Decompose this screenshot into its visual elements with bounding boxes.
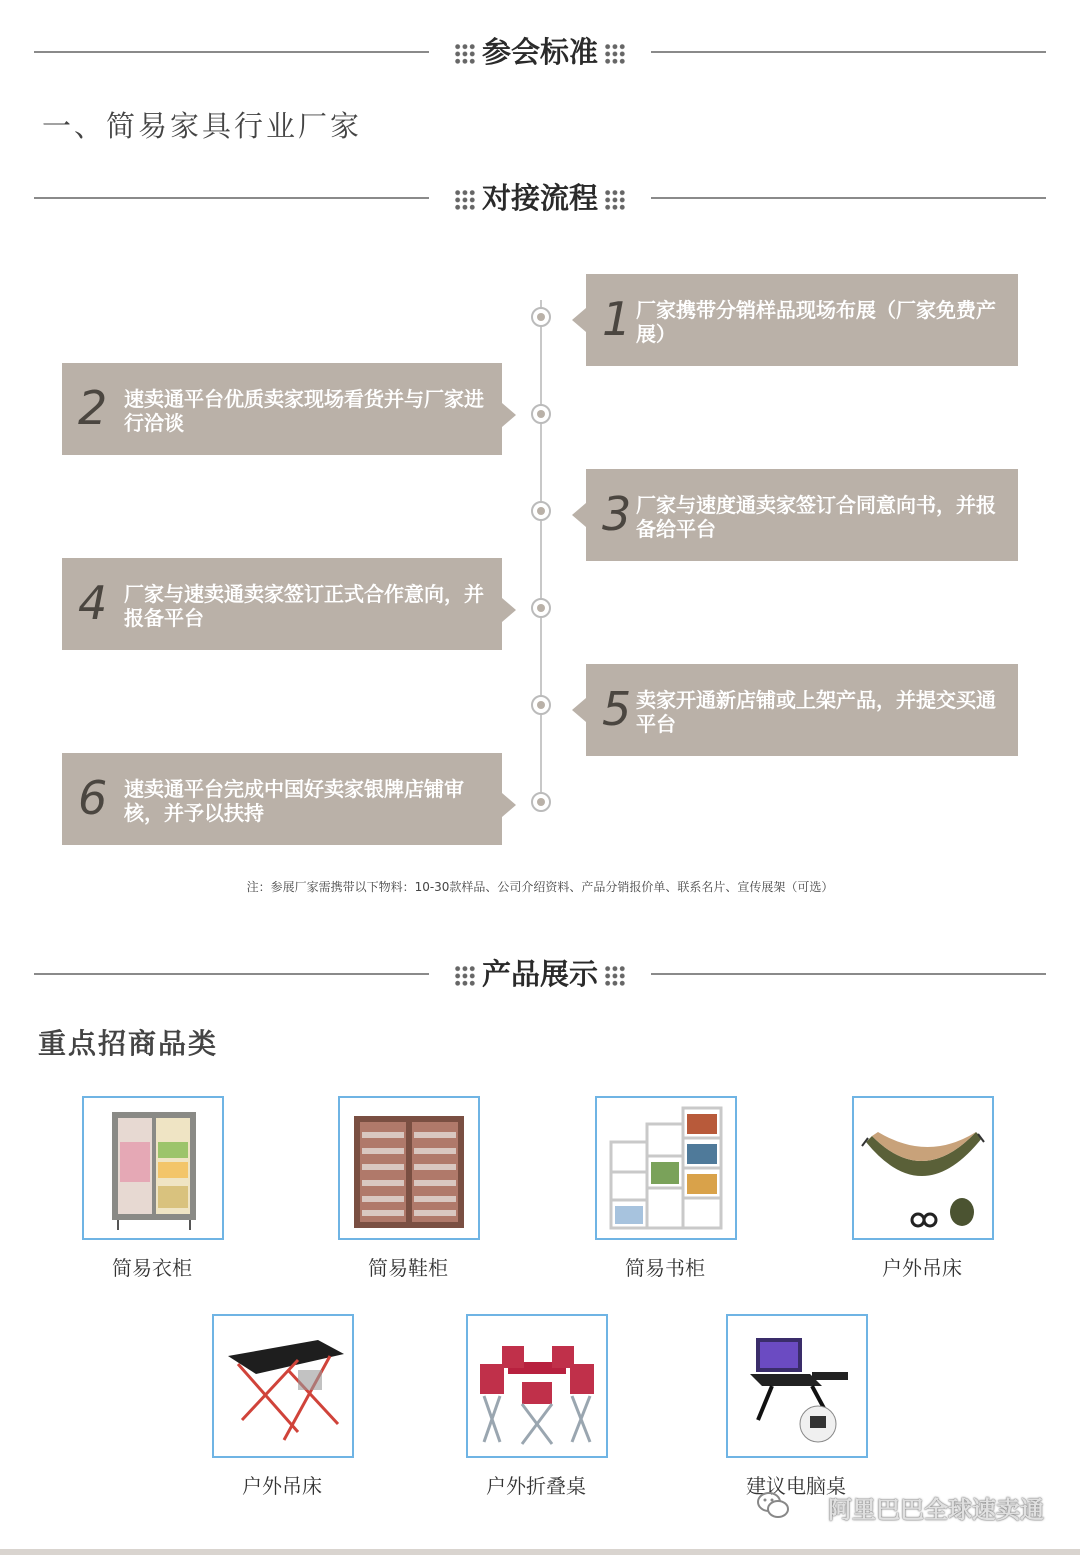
- step-text: 厂家携带分销样品现场布展（厂家免费产展）: [636, 298, 996, 346]
- process-step: [62, 753, 502, 845]
- timeline-node: [531, 598, 551, 618]
- materials-note: 注：参展厂家需携带以下物料：10-30款样品、公司介绍资料、产品分销报价单、联系名片、宣传展架（可选）: [246, 880, 834, 894]
- timeline-node: [531, 501, 551, 521]
- process-step: [62, 558, 502, 650]
- dots-icon: [454, 965, 476, 987]
- process-step: [586, 664, 1018, 756]
- hammock-image: [852, 1096, 994, 1240]
- industry-heading: 一、简易家具行业厂家: [42, 109, 363, 143]
- process-step: [586, 274, 1018, 366]
- section-title-text: 产品展示: [481, 957, 598, 991]
- step-number: 5: [602, 682, 632, 736]
- section-title: [34, 954, 1046, 994]
- folding-chairs-image: [466, 1314, 608, 1458]
- product-card[interactable]: [82, 1096, 222, 1280]
- dots-icon: [604, 189, 626, 211]
- categories-heading: 重点招商品类: [38, 1027, 219, 1060]
- section-header-standard: [34, 32, 1046, 72]
- timeline-node: [531, 307, 551, 327]
- step-text: 卖家开通新店铺或上架产品，并提交买通平台: [636, 688, 996, 736]
- watermark-text: 阿里巴巴全球速卖通: [828, 1496, 1044, 1524]
- step-number: 3: [602, 487, 632, 541]
- bookshelf-image: [595, 1096, 737, 1240]
- product-card[interactable]: [852, 1096, 992, 1280]
- step-text: 厂家与速卖通卖家签订正式合作意向，并报备平台: [124, 582, 484, 630]
- laptop-desk-image: [726, 1314, 868, 1458]
- step-number: 4: [78, 576, 108, 630]
- product-label: 户外吊床: [882, 1256, 962, 1280]
- process-step: [586, 469, 1018, 561]
- product-card[interactable]: [466, 1314, 606, 1498]
- dots-icon: [604, 965, 626, 987]
- section-title-text: 对接流程: [481, 181, 598, 215]
- step-number: 2: [78, 381, 108, 435]
- shoe-cabinet-image: [338, 1096, 480, 1240]
- process-step: [62, 363, 502, 455]
- step-text: 速卖通平台优质卖家现场看货并与厂家进行洽谈: [124, 387, 484, 435]
- timeline-line: [540, 300, 542, 805]
- step-text: 速卖通平台完成中国好卖家银牌店铺审核，并予以扶持: [124, 777, 464, 825]
- step-text: 厂家与速度通卖家签订合同意向书，并报备给平台: [636, 493, 996, 541]
- dots-icon: [454, 189, 476, 211]
- product-label: 户外折叠桌: [486, 1474, 586, 1498]
- product-label: 简易鞋柜: [368, 1256, 448, 1280]
- dots-icon: [604, 43, 626, 65]
- footer-bar: [0, 1549, 1080, 1555]
- section-title: [34, 32, 1046, 72]
- product-card[interactable]: [595, 1096, 735, 1280]
- section-title-text: 参会标准: [481, 35, 598, 69]
- wardrobe-image: [82, 1096, 224, 1240]
- product-card[interactable]: [726, 1314, 866, 1498]
- product-card[interactable]: [338, 1096, 478, 1280]
- product-label: 简易书柜: [625, 1256, 705, 1280]
- section-header-process: [34, 178, 1046, 218]
- dots-icon: [454, 43, 476, 65]
- step-number: 1: [602, 292, 632, 346]
- wechat-icon: [756, 1490, 790, 1520]
- timeline-node: [531, 792, 551, 812]
- product-card[interactable]: [212, 1314, 352, 1498]
- product-label: 户外吊床: [242, 1474, 322, 1498]
- timeline-node: [531, 404, 551, 424]
- section-header-products: [34, 954, 1046, 994]
- step-number: 6: [78, 771, 108, 825]
- folding-table-image: [212, 1314, 354, 1458]
- timeline-node: [531, 695, 551, 715]
- section-title: [34, 178, 1046, 218]
- product-label: 建议电脑桌: [746, 1474, 846, 1498]
- product-label: 简易衣柜: [112, 1256, 192, 1280]
